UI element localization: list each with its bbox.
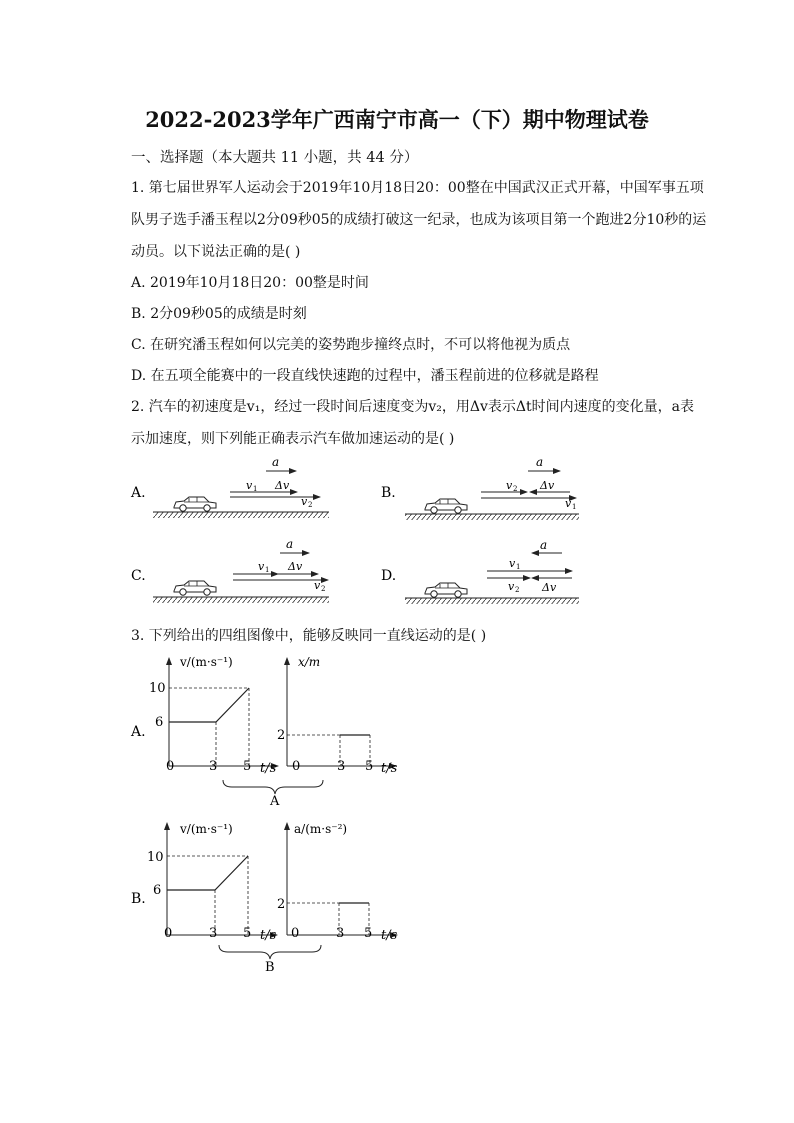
q2-stem-line2: 示加速度，则下列能正确表示汽车做加速运动的是( ) (131, 431, 455, 447)
svg-text:t/s: t/s (260, 928, 277, 943)
svg-text:2: 2 (513, 485, 518, 493)
q2-option-d-label: D. (381, 568, 397, 584)
q1-stem-line3: 动员。以下说法正确的是( ) (131, 244, 301, 260)
svg-text:Δv: Δv (540, 479, 555, 492)
svg-text:t/s: t/s (381, 928, 398, 943)
svg-text:a: a (272, 455, 280, 469)
svg-text:3: 3 (209, 926, 218, 941)
q3-option-a-graphs (130, 655, 398, 809)
svg-text:5: 5 (364, 926, 373, 941)
svg-text:2: 2 (308, 501, 313, 509)
q2-option-c-label: C. (131, 568, 146, 584)
svg-text:v: v (565, 497, 572, 510)
svg-text:Δv: Δv (542, 581, 557, 594)
q2-option-b-label: B. (381, 485, 396, 501)
q2-option-c-diagram (131, 537, 329, 603)
car-icon (425, 499, 467, 513)
svg-text:a: a (540, 538, 548, 552)
page-title: 2022-2023学年广西南宁市高一（下）期中物理试卷 (145, 107, 649, 132)
q1-option-a: A. 2019年10月18日20：00整是时间 (131, 275, 369, 291)
q2-option-b-diagram (381, 455, 579, 520)
svg-text:Δv: Δv (275, 479, 290, 492)
svg-text:10: 10 (149, 681, 166, 696)
svg-text:0: 0 (291, 926, 300, 941)
q1-option-c: C. 在研究潘玉程如何以完美的姿势跑步撞终点时，不可以将他视为质点 (131, 337, 571, 353)
svg-text:6: 6 (155, 715, 164, 730)
car-icon (425, 583, 467, 597)
brace-a-label: A (270, 794, 280, 809)
svg-text:3: 3 (336, 926, 345, 941)
svg-text:a: a (286, 537, 294, 551)
svg-text:0: 0 (164, 926, 173, 941)
q2-option-a-diagram (130, 455, 329, 518)
svg-text:x/m: x/m (298, 655, 321, 669)
q2-option-d-diagram (381, 538, 579, 604)
car-icon (174, 581, 216, 595)
svg-text:3: 3 (337, 759, 346, 774)
svg-text:t/s: t/s (381, 761, 398, 776)
svg-text:t/s: t/s (260, 761, 277, 776)
q3-option-a-label: A. (131, 724, 146, 740)
svg-text:6: 6 (153, 883, 162, 898)
brace-b-label: B (265, 960, 275, 975)
q1-stem-line1: 1. 第七届世界军人运动会于2019年10月18日20：00整在中国武汉正式开幕，中国军事五项 (131, 180, 704, 196)
svg-text:1: 1 (265, 566, 270, 574)
q3-option-b-label: B. (131, 891, 146, 907)
svg-text:a/(m·s⁻²): a/(m·s⁻²) (294, 822, 348, 836)
svg-text:1: 1 (516, 563, 521, 571)
svg-text:0: 0 (292, 759, 301, 774)
q3-option-b-graphs (131, 822, 398, 975)
q1-option-b: B. 2分09秒05的成绩是时刻 (131, 306, 307, 322)
svg-text:5: 5 (365, 759, 374, 774)
svg-text:10: 10 (147, 850, 164, 865)
svg-text:v: v (246, 479, 253, 492)
svg-text:3: 3 (209, 759, 218, 774)
svg-text:v: v (508, 580, 515, 593)
svg-text:5: 5 (243, 926, 252, 941)
svg-text:a: a (536, 455, 544, 469)
q2-stem-line1: 2. 汽车的初速度是v₁，经过一段时间后速度变为v₂，用Δv表示Δt时间内速度的变化量，a表 (131, 399, 694, 415)
car-icon (174, 497, 216, 511)
svg-text:v: v (301, 495, 308, 508)
q2-option-a-label: A. (131, 485, 146, 501)
svg-text:v: v (314, 579, 321, 592)
svg-text:2: 2 (277, 897, 286, 912)
q3-stem-line1: 3. 下列给出的四组图像中，能够反映同一直线运动的是( ) (131, 628, 487, 644)
svg-text:2: 2 (515, 586, 520, 594)
svg-text:v: v (258, 560, 265, 573)
svg-text:v: v (506, 479, 513, 492)
svg-text:v/(m·s⁻¹): v/(m·s⁻¹) (180, 655, 233, 669)
svg-text:1: 1 (253, 485, 258, 493)
q1-option-d: D. 在五项全能赛中的一段直线快速跑的过程中，潘玉程前进的位移就是路程 (131, 368, 599, 384)
section-heading: 一、选择题（本大题共 11 小题，共 44 分） (131, 150, 419, 166)
svg-text:5: 5 (243, 759, 252, 774)
svg-text:Δv: Δv (288, 560, 303, 573)
svg-text:2: 2 (321, 585, 326, 593)
svg-text:v: v (509, 557, 516, 570)
svg-text:0: 0 (166, 759, 175, 774)
q1-stem-line2: 队男子选手潘玉程以2分09秒05的成绩打破这一纪录，也成为该项目第一个跑进2分10秒的运 (131, 212, 707, 228)
svg-text:v/(m·s⁻¹): v/(m·s⁻¹) (180, 822, 233, 836)
svg-text:2: 2 (277, 728, 286, 743)
svg-text:1: 1 (572, 503, 577, 511)
